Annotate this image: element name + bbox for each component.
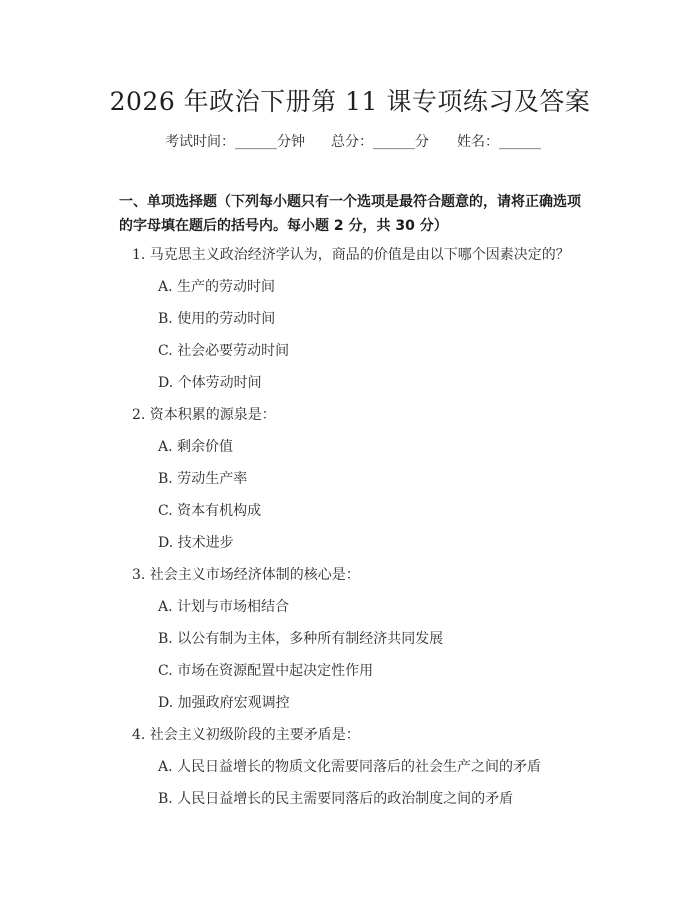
question-1-option-a: A. 生产的劳动时间 — [158, 279, 276, 295]
student-name-field: 姓名：______ — [457, 134, 541, 150]
question-4-option-b: B. 人民日益增长的民主需要同落后的政治制度之间的矛盾 — [158, 791, 514, 807]
question-2-option-b: B. 劳动生产率 — [158, 471, 248, 487]
question-4-option-a: A. 人民日益增长的物质文化需要同落后的社会生产之间的矛盾 — [158, 759, 542, 775]
question-3-option-d: D. 加强政府宏观调控 — [158, 695, 290, 711]
question-3: 3. 社会主义市场经济体制的核心是： — [132, 567, 360, 583]
question-4: 4. 社会主义初级阶段的主要矛盾是： — [132, 727, 360, 743]
question-1-option-d: D. 个体劳动时间 — [158, 375, 262, 391]
total-score-field: 总分：______分 — [331, 134, 429, 150]
question-3-option-c: C. 市场在资源配置中起决定性作用 — [158, 663, 374, 679]
question-3-option-a: A. 计划与市场相结合 — [158, 599, 290, 615]
question-2-option-c: C. 资本有机构成 — [158, 503, 262, 519]
question-1-option-c: C. 社会必要劳动时间 — [158, 343, 290, 359]
question-3-option-b: B. 以公有制为主体，多种所有制经济共同发展 — [158, 631, 444, 647]
document-title: 2026 年政治下册第 11 课专项练习及答案 — [109, 87, 591, 116]
section-heading: 一、单项选择题（下列每小题只有一个选项是最符合题意的，请将正确选项的字母填在题后的括号内。每小题 2 分，共 30 分） — [119, 194, 581, 234]
question-1-option-b: B. 使用的劳动时间 — [158, 311, 276, 327]
question-2-option-a: A. 剩余价值 — [158, 439, 234, 455]
question-2-option-d: D. 技术进步 — [158, 535, 234, 551]
exam-time-field: 考试时间：______分钟 — [165, 134, 305, 150]
question-1: 1. 马克思主义政治经济学认为，商品的价值是由以下哪个因素决定的？ — [132, 247, 570, 263]
question-2: 2. 资本积累的源泉是： — [132, 407, 276, 423]
